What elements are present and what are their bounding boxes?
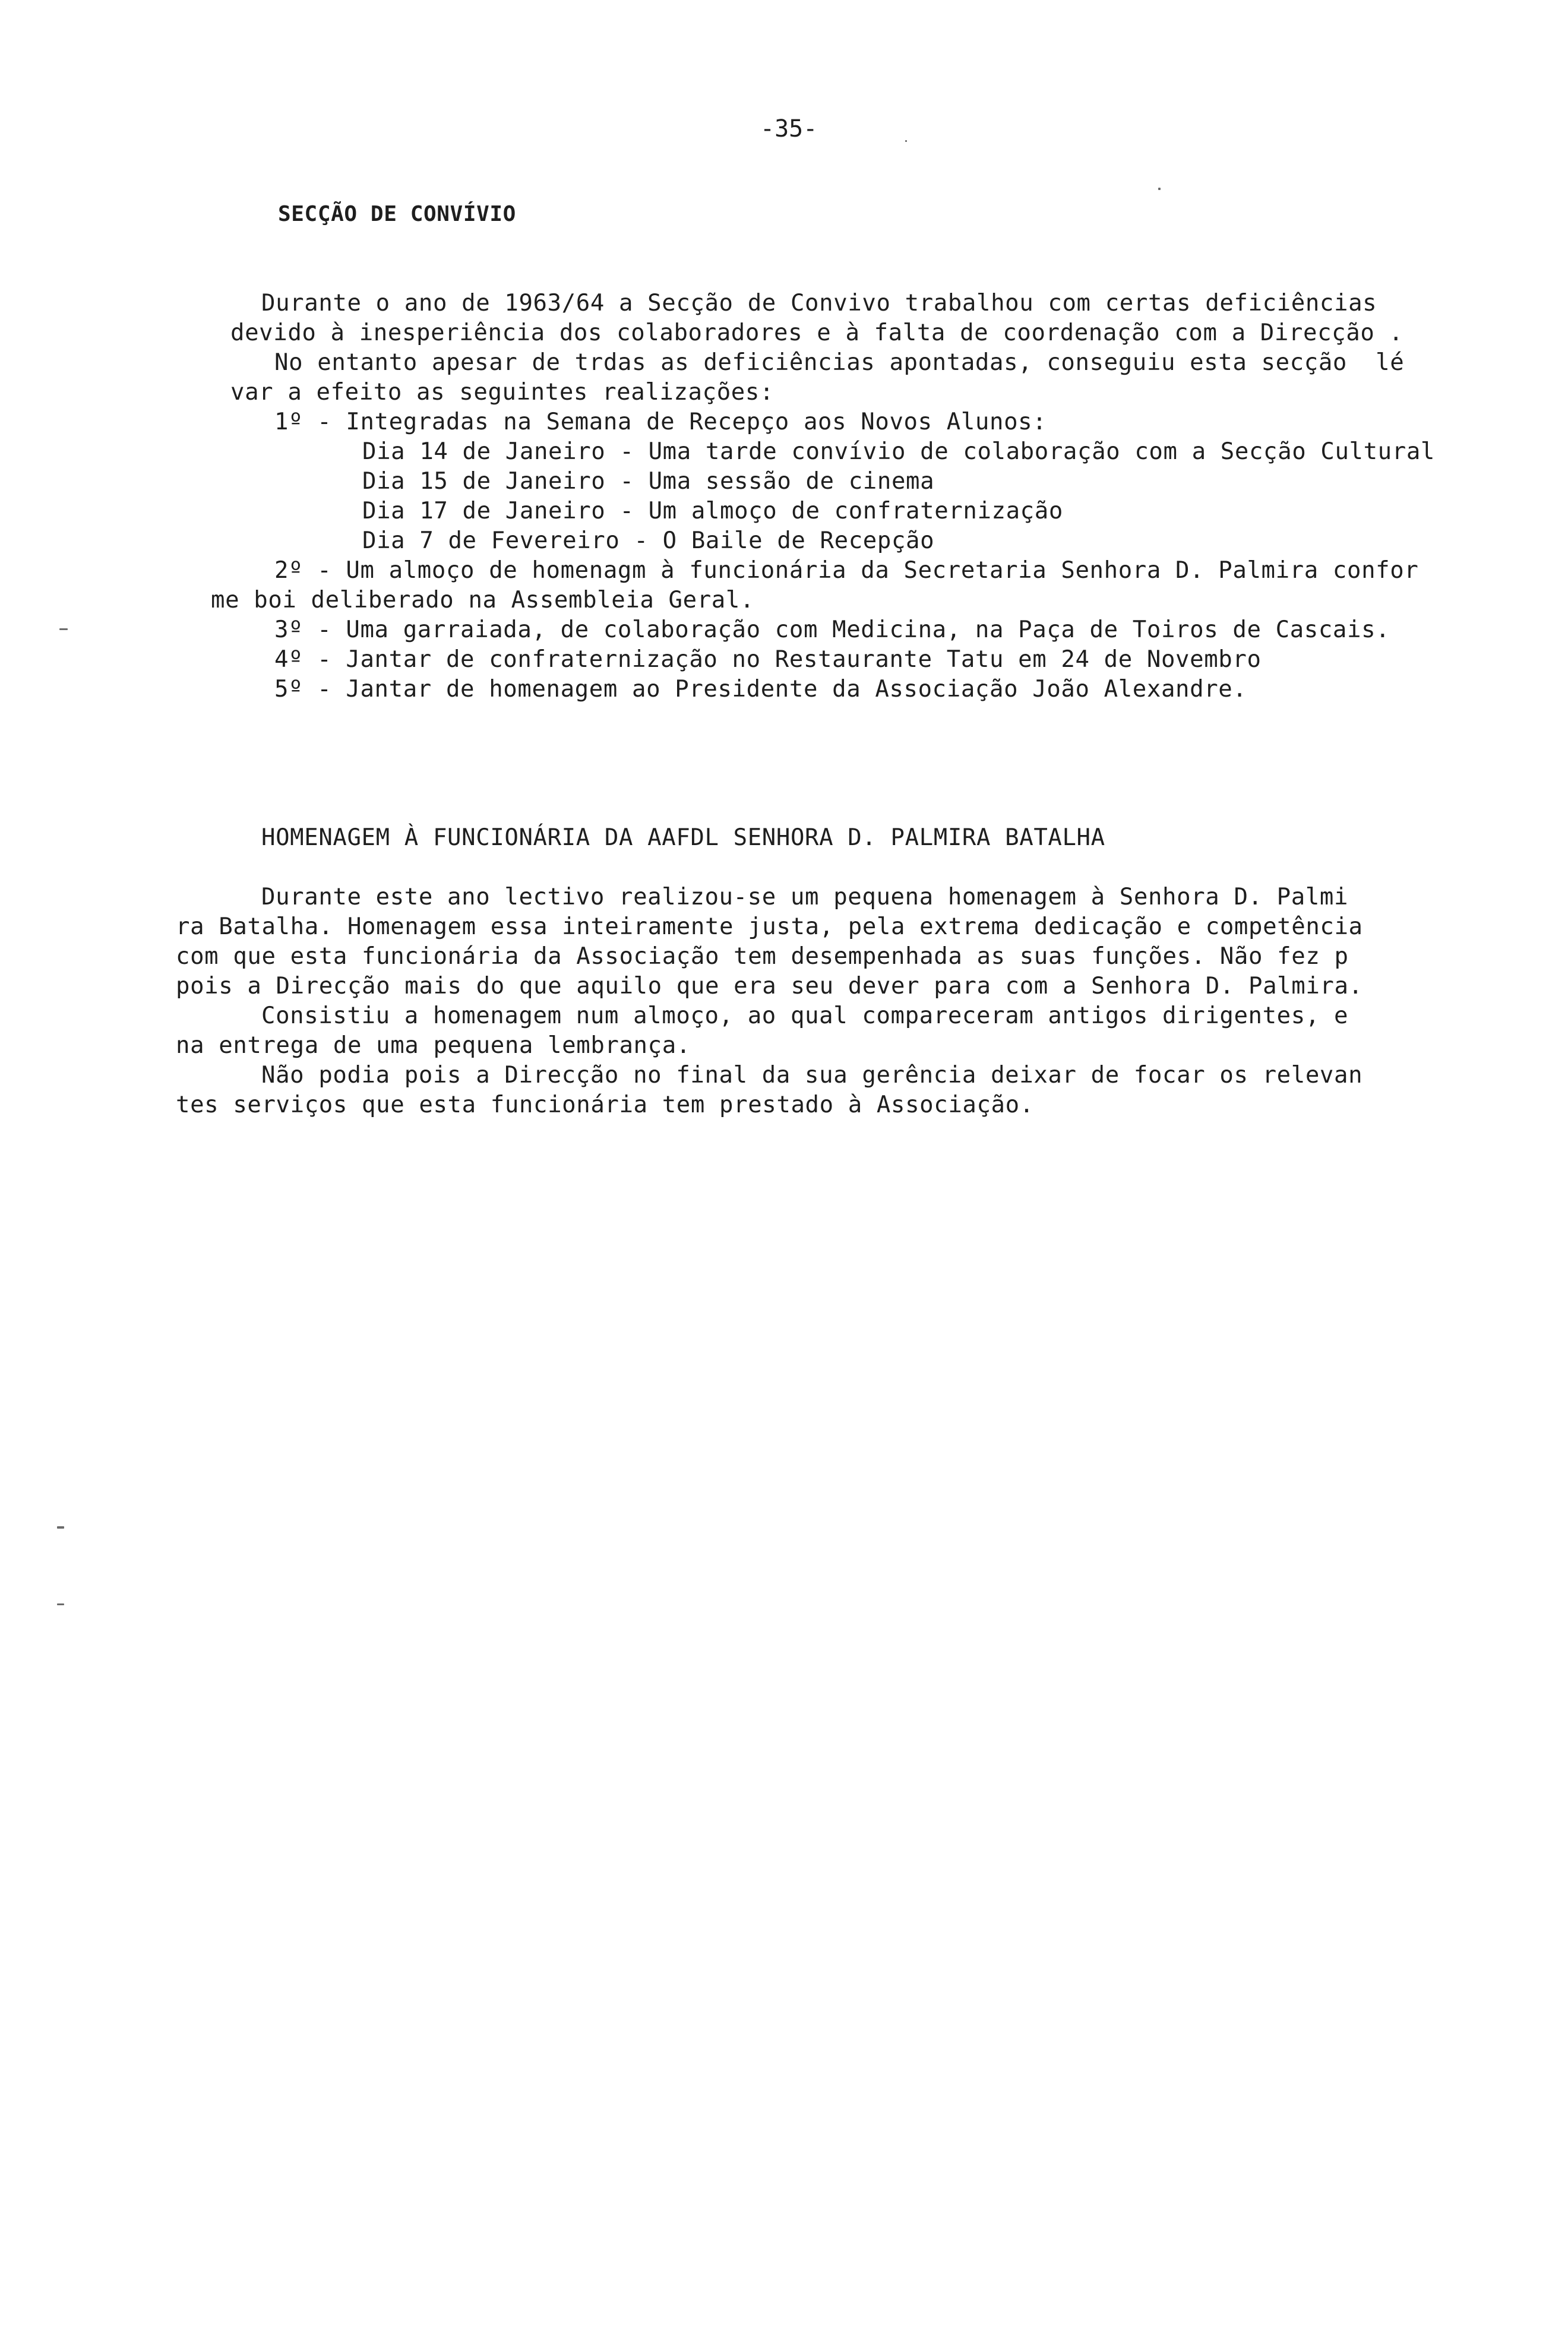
paragraph-line: na entrega de uma pequena lembrança.	[176, 1032, 691, 1059]
scan-mark	[57, 1526, 64, 1529]
paragraph-line: No entanto apesar de trdas as deficiências apontadas, conseguiu esta secção lé	[274, 349, 1405, 376]
list-item-4: 4º - Jantar de confraternização no Restaurante Tatu em 24 de Novembro	[274, 646, 1262, 673]
sub-list-item: Dia 7 de Fevereiro - O Baile de Recepção	[362, 527, 935, 554]
paragraph-line: ra Batalha. Homenagem essa inteiramente justa, pela extrema dedicação e competência	[176, 913, 1363, 940]
paragraph-line: tes serviços que esta funcionária tem prestado à Associação.	[176, 1092, 1034, 1118]
list-item-5: 5º - Jantar de homenagem ao Presidente da Associação João Alexandre.	[274, 676, 1247, 703]
paragraph-line: Consistiu a homenagem num almoço, ao qual compareceram antigos dirigentes, e	[261, 1002, 1349, 1029]
paragraph-line: devido à inesperiência dos colaboradores e à falta de coordenação com a Direcção .	[230, 320, 1403, 346]
sub-list-item: Dia 15 de Janeiro - Uma sessão de cinema	[362, 468, 935, 495]
page-number: -35-	[760, 115, 818, 143]
list-item-3: 3º - Uma garraiada, de colaboração com Medicina, na Paça de Toiros de Cascais.	[274, 616, 1390, 643]
paragraph-line: var a efeito as seguintes realizações:	[230, 379, 774, 406]
paragraph-line: com que esta funcionária da Associação tem desempenhada as suas funções. Não fez p	[176, 943, 1349, 970]
list-item-1: 1º - Integradas na Semana de Recepço aos Novos Alunos:	[274, 409, 1047, 435]
paragraph-line: pois a Direcção mais do que aquilo que era seu dever para com a Senhora D. Palmira.	[176, 973, 1363, 999]
sub-list-item: Dia 17 de Janeiro - Um almoço de confraternização	[362, 498, 1063, 524]
scan-mark	[57, 1603, 64, 1605]
section-heading-homenagem: HOMENAGEM À FUNCIONÁRIA DA AAFDL SENHORA D. PALMIRA BATALHA	[261, 824, 1105, 851]
scan-mark	[905, 140, 907, 142]
paragraph-line: Não podia pois a Direcção no final da sua gerência deixar de focar os relevan	[261, 1062, 1363, 1089]
list-item-2: 2º - Um almoço de homenagm à funcionária da Secretaria Senhora D. Palmira confor	[274, 557, 1419, 584]
sub-list-item: Dia 14 de Janeiro - Uma tarde convívio de colaboração com a Secção Cultural	[362, 438, 1435, 465]
paragraph-line: Durante este ano lectivo realizou-se um pequena homenagem à Senhora D. Palmi	[261, 884, 1349, 910]
section-heading-convivio: SECÇÃO DE CONVÍVIO	[278, 202, 516, 226]
scan-mark	[1158, 188, 1161, 190]
paragraph-line: Durante o ano de 1963/64 a Secção de Convivo trabalhou com certas deficiências	[261, 290, 1377, 317]
scan-mark	[59, 628, 68, 630]
list-item-2-continuation: me boi deliberado na Assembleia Geral.	[211, 587, 755, 613]
